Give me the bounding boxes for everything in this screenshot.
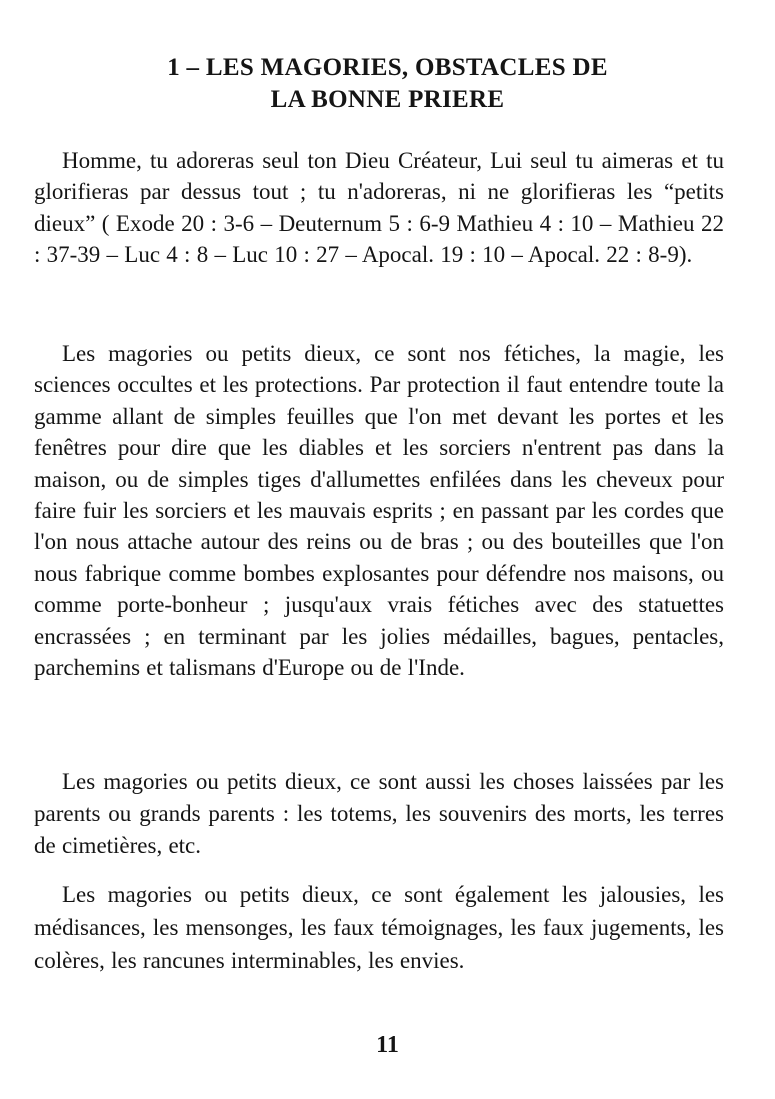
paragraph-commandment: Homme, tu adoreras seul ton Dieu Créateur, Lui seul tu aimeras et tu glorifieras par dessus tout ; tu n'adoreras, ni ne glorifieras les “petits dieux” ( Exode 20 : 3-6 – Deuternum 5 : 6-9 Mathieu 4 : 10 – Mathieu 22 : 37-39 – Luc 4 : 8 – Luc 10 : 27 – Apocal. 19 : 10 – Apocal. 22 : 8-9). xyxy=(34,148,724,268)
paragraph-inherited-objects: Les magories ou petits dieux, ce sont aussi les choses laissées par les parents ou grands parents : les totems, les souvenirs des morts, les terres de cimetières, etc. xyxy=(34,769,724,858)
paragraph-fetishes: Les magories ou petits dieux, ce sont nos fétiches, la magie, les sciences occultes et les protections. Par protection il faut entendre toute la gamme allant de simples feuilles que l'on met devant les portes et les fenêtres pour dire que les diables et les sorciers n'entrent pas dans la maison, ou de simples tiges d'allumettes enfilées dans les cheveux pour faire fuir les sorciers et les mauvais esprits ; en passant par les cordes que l'on nous attache autour des reins ou de bras ; ou des bouteilles que l'on nous fabrique comme bombes explosantes pour défendre nos maisons, ou comme porte-bonheur ; jusqu'aux vrais fétiches avec des statuettes encrassées ; en terminant par les jolies médailles, bagues, pentacles, parchemins et talismans d'Europe ou de l'Inde. xyxy=(34,341,724,681)
chapter-title-line-1: 1 – LES MAGORIES, OBSTACLES DE xyxy=(167,54,608,81)
chapter-title xyxy=(40,52,735,116)
chapter-title-line-2: LA BONNE PRIERE xyxy=(270,86,505,113)
page-number: 11 xyxy=(376,1032,399,1058)
paragraph-vices: Les magories ou petits dieux, ce sont également les jalousies, les médisances, les mensonges, les faux témoignages, les faux jugements, les colères, les rancunes interminables, les envies. xyxy=(34,882,724,973)
